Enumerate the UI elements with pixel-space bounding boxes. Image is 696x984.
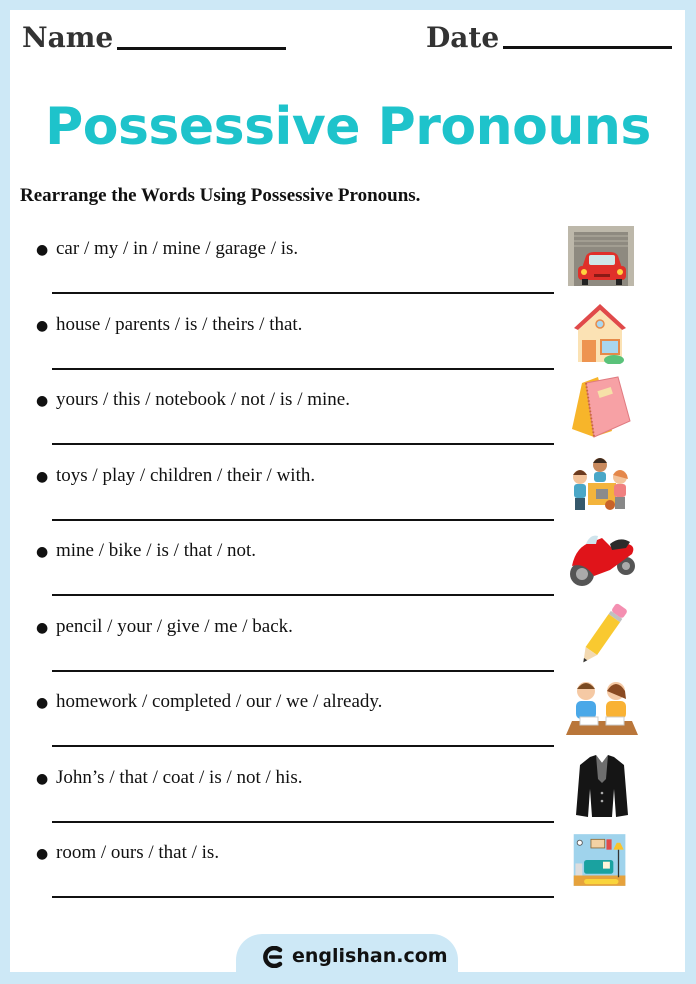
- answer-line[interactable]: [52, 519, 554, 521]
- living-room-icon: [572, 828, 634, 892]
- site-link[interactable]: englishan.com: [292, 945, 448, 967]
- kids-homework-icon: [566, 677, 638, 741]
- answer-line[interactable]: [52, 670, 554, 672]
- pencil-icon: [566, 602, 638, 666]
- answer-line[interactable]: [52, 292, 554, 294]
- bullet: ●: [36, 544, 49, 560]
- scrambled-sentence: John’s / that / coat / is / not / his.: [56, 767, 303, 788]
- answer-line[interactable]: [52, 821, 554, 823]
- bullet: ●: [36, 695, 49, 711]
- exercise-item: [0, 459, 696, 534]
- car-garage-icon: [566, 224, 638, 288]
- bullet: ●: [36, 469, 49, 485]
- notebooks-icon: [566, 375, 638, 439]
- bullet: ●: [36, 393, 49, 409]
- englishan-logo-icon: [262, 946, 284, 968]
- scrambled-sentence: homework / completed / our / we / already.: [56, 691, 383, 712]
- answer-line[interactable]: [52, 896, 554, 898]
- name-label: Name: [22, 21, 114, 54]
- scrambled-sentence: pencil / your / give / me / back.: [56, 616, 293, 637]
- answer-line[interactable]: [52, 745, 554, 747]
- answer-line[interactable]: [52, 594, 554, 596]
- scrambled-sentence: room / ours / that / is.: [56, 842, 220, 863]
- answer-line[interactable]: [52, 368, 554, 370]
- instructions: Rearrange the Words Using Possessive Pronouns.: [20, 185, 421, 206]
- scrambled-sentence: car / my / in / mine / garage / is.: [56, 238, 299, 259]
- exercise-item: [0, 685, 696, 760]
- exercise-item: [0, 610, 696, 685]
- page-title: Possessive Pronouns: [45, 97, 651, 157]
- bullet: ●: [36, 242, 49, 258]
- exercise-item: [0, 383, 696, 458]
- exercise-item: [0, 761, 696, 836]
- children-playing-icon: [566, 451, 638, 515]
- exercise-item: [0, 232, 696, 307]
- bullet: ●: [36, 771, 49, 787]
- bullet: ●: [36, 620, 49, 636]
- exercise-item: [0, 308, 696, 383]
- scrambled-sentence: yours / this / notebook / not / is / mine.: [56, 389, 350, 410]
- scrambled-sentence: mine / bike / is / that / not.: [56, 540, 257, 561]
- date-label: Date: [426, 21, 500, 54]
- coat-icon: [566, 753, 638, 817]
- scrambled-sentence: house / parents / is / theirs / that.: [56, 314, 303, 335]
- date-field[interactable]: [503, 46, 672, 49]
- bullet: ●: [36, 846, 49, 862]
- answer-line[interactable]: [52, 443, 554, 445]
- name-field[interactable]: [117, 47, 286, 50]
- house-icon: [566, 300, 638, 364]
- footer-badge: [236, 934, 458, 984]
- exercise-item: [0, 534, 696, 609]
- bullet: ●: [36, 318, 49, 334]
- exercise-item: [0, 836, 696, 911]
- scrambled-sentence: toys / play / children / their / with.: [56, 465, 316, 486]
- motorbike-icon: [566, 526, 638, 590]
